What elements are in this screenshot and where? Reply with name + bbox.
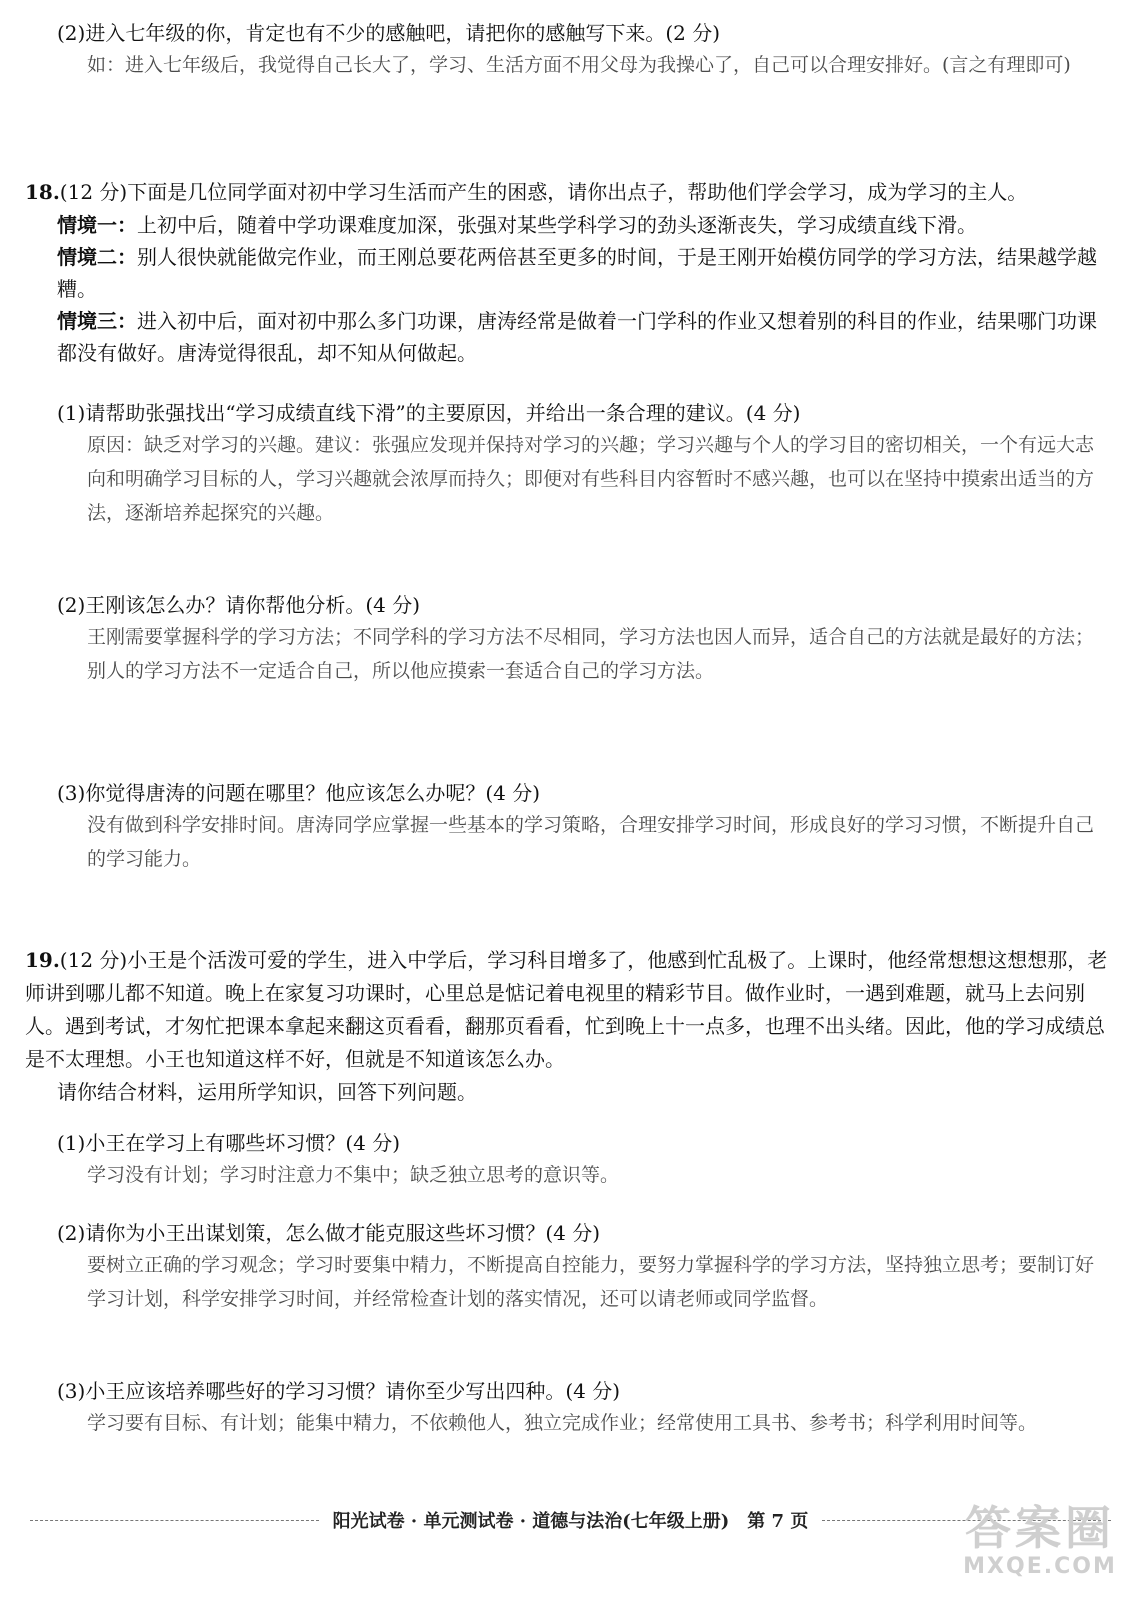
answer-text: 学习没有计划；学习时注意力不集中；缺乏独立思考的意识等。	[87, 1164, 620, 1186]
watermark-logo-text: 答案圈	[965, 1500, 1115, 1555]
sub-question: (3)小王应该培养哪些好的学习习惯？请你至少写出四种。(4 分)	[57, 1379, 621, 1403]
context-1	[25, 209, 1115, 241]
question-stem	[25, 944, 1115, 1076]
sub-question: (1)请帮助张强找出“学习成绩直线下滑”的主要原因，并给出一条合理的建议。(4 分)	[57, 401, 801, 425]
sub-question: (2)王刚该怎么办？请你帮他分析。(4 分)	[57, 593, 421, 617]
answer-text: 要树立正确的学习观念；学习时要集中精力，不断提高自控能力，要努力掌握科学的学习方法，坚持独立思考；要制订好学习计划，科学安排学习时间，并经常检查计划的落实情况，还可以请老师或同学监督。	[87, 1254, 1095, 1310]
question-19-part-2	[25, 1218, 1115, 1316]
sub-question: (1)小王在学习上有哪些坏习惯？(4 分)	[57, 1131, 401, 1155]
sub-question: (2)请你为小王出谋划策，怎么做才能克服这些坏习惯？(4 分)	[57, 1221, 601, 1245]
sub-question: (3)你觉得唐涛的问题在哪里？他应该怎么办呢？(4 分)	[57, 781, 541, 805]
site-watermark	[955, 1490, 1125, 1590]
context-label: 情境三：	[57, 309, 137, 333]
context-label: 情境二：	[57, 245, 137, 269]
question-stem	[25, 176, 1115, 209]
question-stem-text: (12 分)下面是几位同学面对初中学习生活而产生的困惑，请你出点子，帮助他们学会学习，成为学习的主人。	[59, 180, 1028, 204]
instruction-text: 请你结合材料，运用所学知识，回答下列问题。	[57, 1080, 477, 1104]
answer-text: 学习要有目标、有计划；能集中精力，不依赖他人，独立完成作业；经常使用工具书、参考书；科学利用时间等。	[87, 1412, 1038, 1434]
context-2	[25, 241, 1115, 305]
question-number: 18.	[25, 180, 60, 204]
question-number: 19.	[25, 948, 60, 972]
question-18-part-3	[25, 778, 1115, 876]
page-footer	[30, 1505, 1111, 1535]
answer-text: 如：进入七年级后，我觉得自己长大了，学习、生活方面不用父母为我操心了，自己可以合理安排好。(言之有理即可)	[87, 54, 1071, 76]
context-text: 进入初中后，面对初中那么多门功课，唐涛经常是做着一门学科的作业又想着别的科目的作业，结果哪门功课都没有做好。唐涛觉得很乱，却不知从何做起。	[57, 309, 1097, 365]
context-3	[25, 305, 1115, 369]
question-17-part-2	[25, 18, 1115, 82]
question-19	[25, 944, 1115, 1108]
answer-text: 王刚需要掌握科学的学习方法；不同学科的学习方法不尽相同，学习方法也因人而异，适合自己的方法就是最好的方法；别人的学习方法不一定适合自己，所以他应摸索一套适合自己的学习方法。	[87, 626, 1095, 682]
context-label: 情境一：	[57, 213, 137, 237]
question-18-part-1	[25, 398, 1115, 530]
question-19-part-1	[25, 1128, 1115, 1192]
footer-divider	[30, 1520, 319, 1521]
answer-text: 没有做到科学安排时间。唐涛同学应掌握一些基本的学习策略，合理安排学习时间，形成良好的学习习惯，不断提升自己的学习能力。	[87, 814, 1095, 870]
question-19-part-3	[25, 1376, 1115, 1440]
watermark-url: MXQE.COM	[963, 1553, 1117, 1579]
question-18-part-2	[25, 590, 1115, 688]
answer-text: 原因：缺乏对学习的兴趣。建议：张强应发现并保持对学习的兴趣；学习兴趣与个人的学习目的密切相关，一个有远大志向和明确学习目标的人，学习兴趣就会浓厚而持久；即便对有些科目内容暂时不感兴趣，也可以在坚持中摸索出适当的方法，逐渐培养起探究的兴趣。	[87, 434, 1095, 524]
sub-question: (2)进入七年级的你，肯定也有不少的感触吧，请把你的感触写下来。(2 分)	[57, 21, 721, 45]
question-18	[25, 176, 1115, 369]
footer-text: 阳光试卷 · 单元测试卷 · 道德与法治(七年级上册) 第 7 页	[332, 1511, 809, 1532]
question-stem-text: (12 分)小王是个活泼可爱的学生，进入中学后，学习科目增多了，他感到忙乱极了。上课时，他经常想想这想想那，老师讲到哪儿都不知道。晚上在家复习功课时，心里总是惦记着电视里的精彩节目。做作业时，一遇到难题，就马上去问别人。遇到考试，才匆忙把课本拿起来翻这页看看，翻那页看看，忙到晚上十一点多，也理不出头绪。因此，他的学习成绩总是不太理想。小王也知道这样不好，但就是不知道该怎么办。	[25, 948, 1108, 1071]
context-text: 上初中后，随着中学功课难度加深，张强对某些学科学习的劲头逐渐丧失，学习成绩直线下滑。	[137, 213, 977, 237]
context-text: 别人很快就能做完作业，而王刚总要花两倍甚至更多的时间，于是王刚开始模仿同学的学习方法，结果越学越糟。	[57, 245, 1097, 301]
